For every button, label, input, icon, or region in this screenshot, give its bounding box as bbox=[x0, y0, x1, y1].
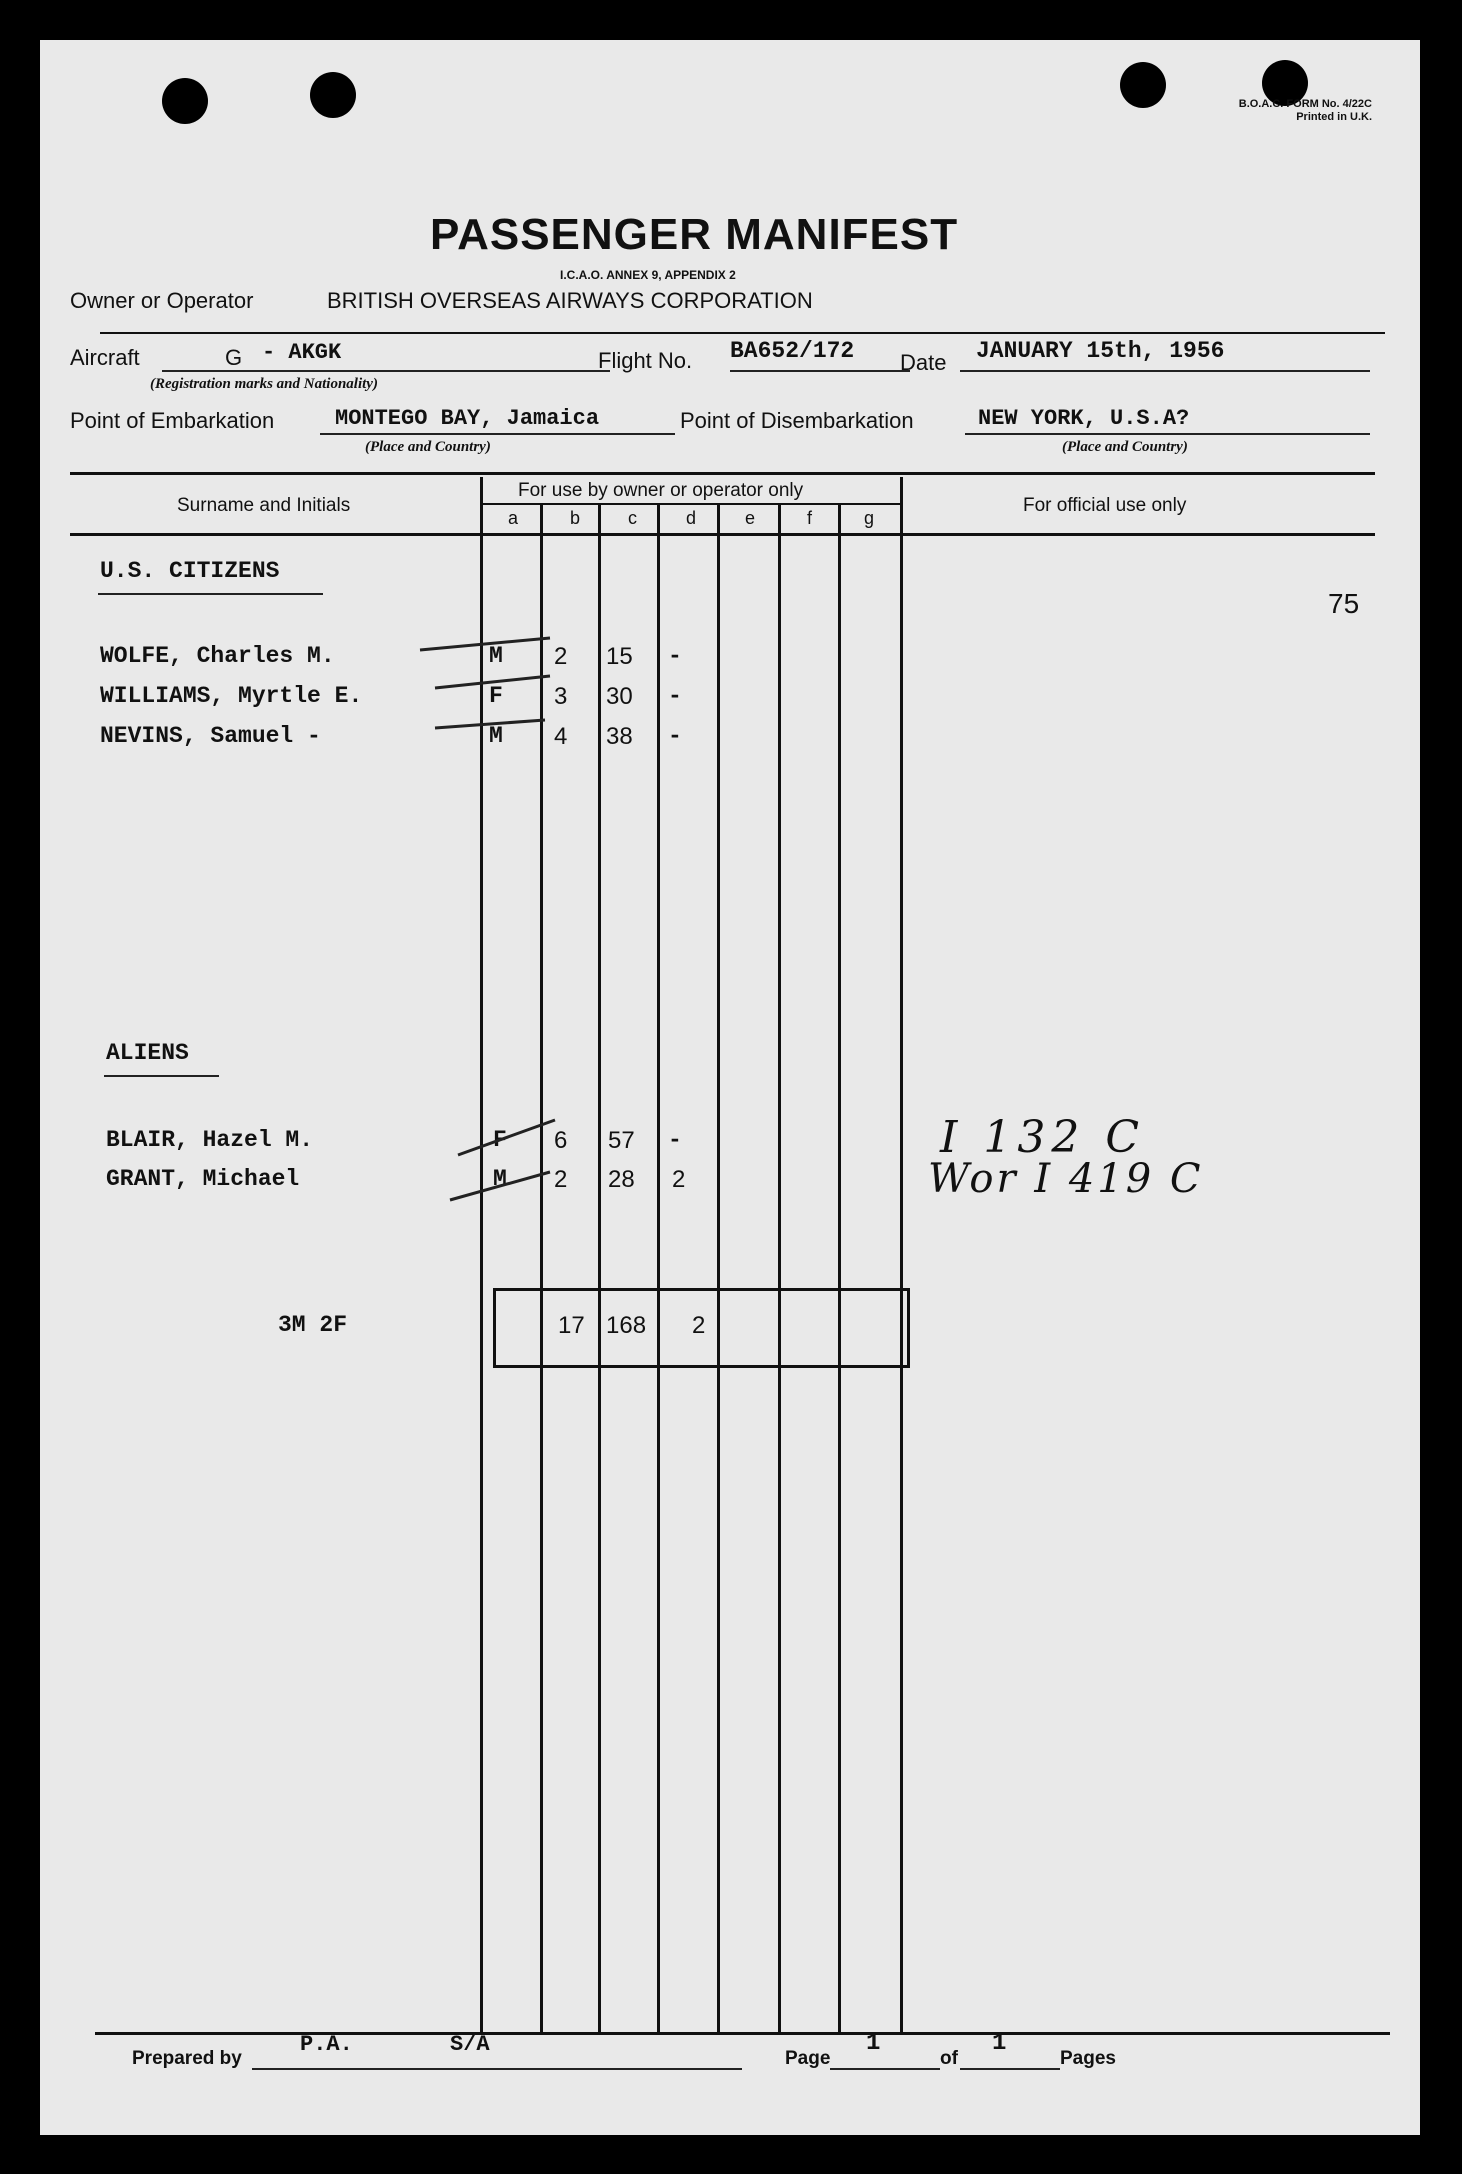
form-number: B.O.A.C. FORM No. 4/22C bbox=[1238, 98, 1372, 110]
passenger-sex: F bbox=[489, 683, 503, 709]
flight-date: JANUARY 15th, 1956 bbox=[976, 338, 1225, 364]
page-total: 1 bbox=[992, 2030, 1007, 2057]
passenger-col-c: 38 bbox=[606, 723, 633, 750]
handwritten-note: Wor I 419 C bbox=[928, 1156, 1204, 1202]
totals-label: 3M 2F bbox=[278, 1312, 348, 1338]
passenger-sex: M bbox=[489, 723, 503, 749]
passenger-col-b: 6 bbox=[554, 1127, 568, 1154]
passenger-name: WILLIAMS, Myrtle E. bbox=[100, 683, 363, 709]
prepared-by-value: P.A. bbox=[300, 2032, 353, 2057]
col-g-header: g bbox=[864, 508, 875, 528]
passenger-col-b: 2 bbox=[554, 643, 568, 670]
disembarkation-note: (Place and Country) bbox=[1062, 439, 1188, 455]
passenger-col-b: 4 bbox=[554, 723, 568, 750]
col-f-header: f bbox=[807, 508, 813, 528]
passenger-col-d: - bbox=[668, 1127, 682, 1153]
disembarkation-label: Point of Disembarkation bbox=[680, 408, 914, 433]
total-col-d: 2 bbox=[692, 1312, 706, 1339]
col-header-official-use: For official use only bbox=[1023, 495, 1187, 516]
page-mark: 75 bbox=[1328, 588, 1360, 619]
col-c-header: c bbox=[628, 508, 637, 528]
passenger-col-b: 2 bbox=[554, 1166, 568, 1193]
col-e-header: e bbox=[745, 508, 756, 528]
totals-right-rule bbox=[907, 1288, 910, 1368]
operator-value: BRITISH OVERSEAS AIRWAYS CORPORATION bbox=[327, 288, 813, 313]
totals-left-rule bbox=[493, 1288, 496, 1368]
aircraft-note: (Registration marks and Nationality) bbox=[150, 376, 378, 392]
passenger-col-c: 28 bbox=[608, 1166, 635, 1193]
passenger-col-d: - bbox=[668, 643, 682, 669]
prepared-by-extra: S/A bbox=[450, 2032, 490, 2057]
disembarkation-value: NEW YORK, U.S.A? bbox=[978, 406, 1190, 431]
passenger-col-c: 57 bbox=[608, 1127, 635, 1154]
page-number: 1 bbox=[866, 2030, 881, 2057]
passenger-sex: F bbox=[493, 1127, 507, 1153]
ink-strokes bbox=[40, 40, 1420, 2135]
section-heading-us-citizens: U.S. CITIZENS bbox=[100, 558, 280, 584]
page-title: PASSENGER MANIFEST bbox=[430, 210, 959, 259]
totals-top-rule bbox=[493, 1288, 910, 1291]
manifest-page bbox=[40, 40, 1420, 2135]
total-col-c: 168 bbox=[606, 1312, 647, 1339]
date-label: Date bbox=[900, 350, 947, 375]
passenger-col-d: - bbox=[668, 723, 682, 749]
handwritten-note: I 132 C bbox=[940, 1112, 1146, 1163]
passenger-sex: M bbox=[489, 643, 503, 669]
footer-rule bbox=[95, 2032, 1390, 2035]
embarkation-label: Point of Embarkation bbox=[70, 408, 275, 433]
passenger-col-d: 2 bbox=[672, 1166, 686, 1193]
prepared-by-label: Prepared by bbox=[132, 2048, 242, 2069]
prepared-by-underline bbox=[252, 2068, 742, 2070]
aircraft-label: Aircraft bbox=[70, 345, 140, 370]
col-header-surname: Surname and Initials bbox=[177, 495, 351, 516]
col-header-owner-use: For use by owner or operator only bbox=[518, 480, 804, 501]
flight-number: BA652/172 bbox=[730, 338, 855, 364]
embarkation-value: MONTEGO BAY, Jamaica bbox=[335, 406, 600, 431]
pages-label: Pages bbox=[1060, 2048, 1116, 2069]
passenger-name: WOLFE, Charles M. bbox=[100, 643, 335, 669]
col-b-header: b bbox=[570, 508, 581, 528]
passenger-col-c: 15 bbox=[606, 643, 633, 670]
passenger-sex: M bbox=[493, 1166, 507, 1192]
page-label: Page bbox=[785, 2048, 831, 2069]
section-heading-aliens: ALIENS bbox=[106, 1040, 189, 1066]
passenger-name: GRANT, Michael bbox=[106, 1166, 300, 1192]
aircraft-registration: - AKGK bbox=[262, 340, 342, 365]
of-label: of bbox=[940, 2048, 958, 2069]
total-col-b: 17 bbox=[558, 1312, 585, 1339]
page-underline bbox=[830, 2068, 940, 2070]
flight-label: Flight No. bbox=[598, 348, 693, 373]
printed-in: Printed in U.K. bbox=[1296, 111, 1372, 123]
passenger-col-c: 30 bbox=[606, 683, 633, 710]
col-a-header: a bbox=[508, 508, 519, 528]
passenger-name: BLAIR, Hazel M. bbox=[106, 1127, 314, 1153]
embarkation-note: (Place and Country) bbox=[365, 439, 491, 455]
passenger-name: NEVINS, Samuel - bbox=[100, 723, 321, 749]
operator-label: Owner or Operator bbox=[70, 288, 254, 313]
page-subtitle: I.C.A.O. ANNEX 9, APPENDIX 2 bbox=[560, 268, 736, 282]
passenger-col-b: 3 bbox=[554, 683, 568, 710]
totals-bottom-rule bbox=[493, 1365, 910, 1368]
aircraft-prefix: G bbox=[225, 345, 243, 370]
page-total-underline bbox=[960, 2068, 1060, 2070]
col-d-header: d bbox=[686, 508, 697, 528]
passenger-col-d: - bbox=[668, 683, 682, 709]
